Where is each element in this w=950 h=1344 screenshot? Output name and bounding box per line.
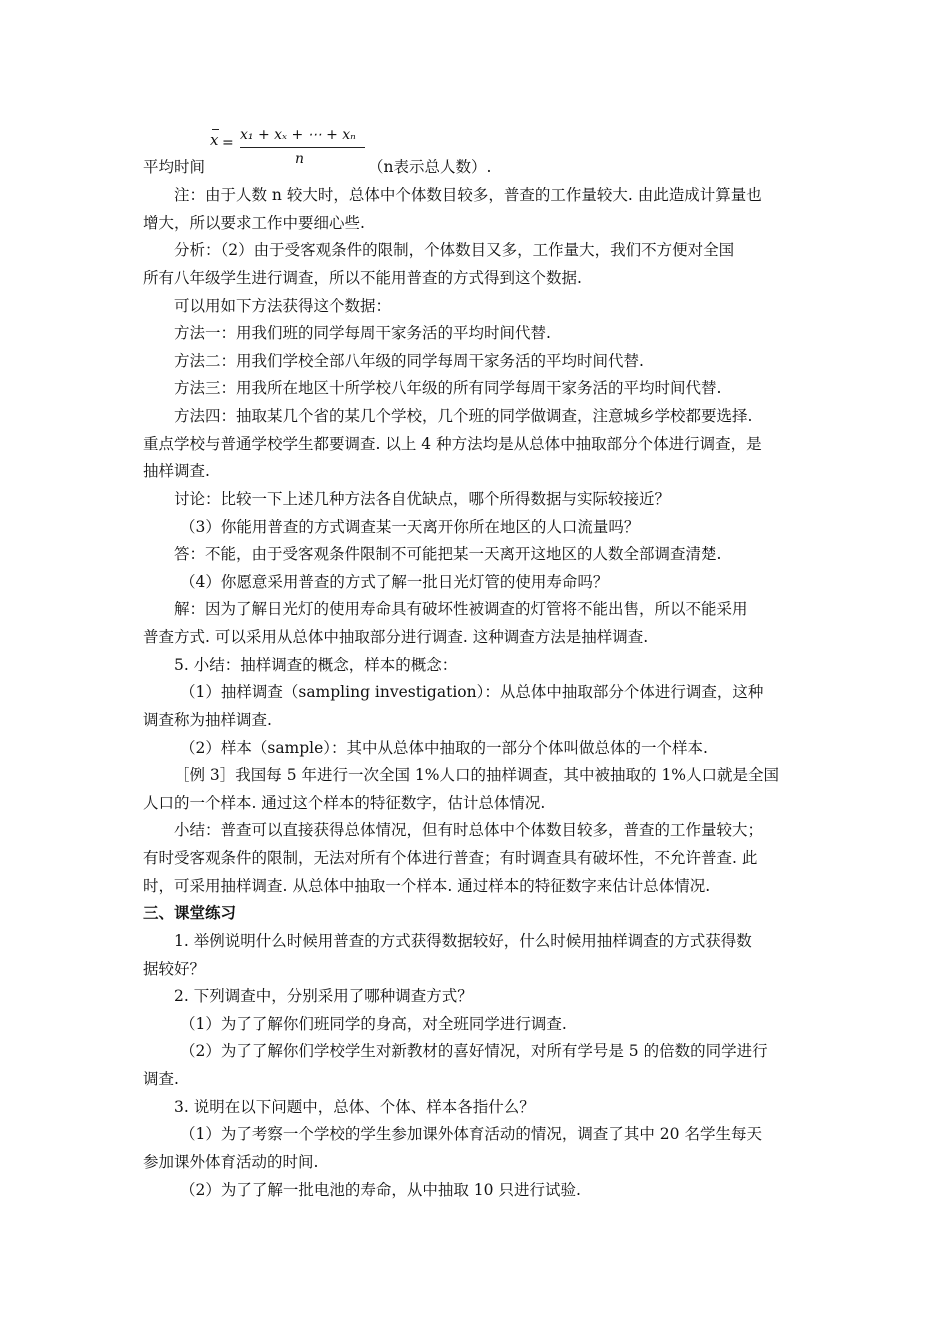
text-line: 平均时间 xyxy=(143,158,206,176)
text-line: （1）为了考察一个学校的学生参加课外体育活动的情况，调查了其中 20 名学生每天 xyxy=(180,1125,762,1143)
text-line: 时，可采用抽样调查. 从总体中抽取一个样本. 通过样本的特征数字来估计总体情况. xyxy=(143,877,711,895)
text-line: （2）样本（sample）：其中从总体中抽取的一部分个体叫做总体的一个样本. xyxy=(180,739,708,757)
fraction-bar xyxy=(240,147,365,148)
text-line: 抽样调查. xyxy=(143,462,210,480)
text-line: （2）为了了解一批电池的寿命，从中抽取 10 只进行试验. xyxy=(180,1181,581,1199)
text-line: 所有八年级学生进行调查，所以不能用普查的方式得到这个数据. xyxy=(143,269,582,287)
text-line: 据较好？ xyxy=(143,960,206,978)
formula-numerator: x₁ + xₓ + ⋯ + xₙ xyxy=(240,127,356,143)
formula-x-bar: x xyxy=(210,131,219,149)
text-line: （4）你愿意采用普查的方式了解一批日光灯管的使用寿命吗？ xyxy=(180,573,609,591)
text-line: 调查. xyxy=(143,1070,179,1088)
text-line: 小结：普查可以直接获得总体情况，但有时总体中个体数目较多，普查的工作量较大； xyxy=(174,821,764,839)
text-line: 方法一：用我们班的同学每周干家务活的平均时间代替. xyxy=(174,324,551,342)
text-line: 有时受客观条件的限制，无法对所有个体进行普查；有时调查具有破坏性，不允许普查. 此 xyxy=(143,849,758,867)
text-line: 调查称为抽样调查. xyxy=(143,711,272,729)
text-line: 1. 举例说明什么时候用普查的方式获得数据较好，什么时候用抽样调查的方式获得数 xyxy=(174,932,752,950)
text-line: 3. 说明在以下问题中，总体、个体、样本各指什么？ xyxy=(174,1098,535,1116)
text-line: 重点学校与普通学校学生都要调查. 以上 4 种方法均是从总体中抽取部分个体进行调查，是 xyxy=(143,435,762,453)
text-line: （3）你能用普查的方式调查某一天离开你所在地区的人口流量吗？ xyxy=(180,518,640,536)
text-line: 方法三：用我所在地区十所学校八年级的所有同学每周干家务活的平均时间代替. xyxy=(174,379,722,397)
text-line: 参加课外体育活动的时间. xyxy=(143,1153,319,1171)
formula-denominator: n xyxy=(295,151,305,167)
text-line: 解：因为了解日光灯的使用寿命具有破坏性被调查的灯管将不能出售，所以不能采用 xyxy=(174,600,748,618)
text-line: 方法二：用我们学校全部八年级的同学每周干家务活的平均时间代替. xyxy=(174,352,644,370)
formula-equals: = xyxy=(222,135,234,151)
text-line: 2. 下列调查中，分别采用了哪种调查方式？ xyxy=(174,987,473,1005)
text-line: 增大，所以要求工作中要细心些. xyxy=(143,214,365,232)
text-line: 注：由于人数 n 较大时，总体中个体数目较多，普查的工作量较大. 由此造成计算量也 xyxy=(174,186,762,204)
text-line: ［例 3］我国每 5 年进行一次全国 1%人口的抽样调查，其中被抽取的 1%人口就是全国 xyxy=(174,766,780,784)
text-line: 普查方式. 可以采用从总体中抽取部分进行调查. 这种调查方法是抽样调查. xyxy=(143,628,649,646)
text-line: 分析：（2）由于受客观条件的限制，个体数目又多，工作量大，我们不方便对全国 xyxy=(174,241,735,259)
text-line: 讨论：比较一下上述几种方法各自优缺点，哪个所得数据与实际较接近？ xyxy=(174,490,671,508)
text-line: （2）为了了解你们学校学生对新教材的喜好情况，对所有学号是 5 的倍数的同学进行 xyxy=(180,1042,768,1060)
text-line: （n表示总人数）. xyxy=(368,158,492,176)
text-line: 人口的一个样本. 通过这个样本的特征数字，估计总体情况. xyxy=(143,794,546,812)
text-line: 5. 小结：抽样调查的概念，样本的概念： xyxy=(174,656,458,674)
text-line: （1）抽样调查（sampling investigation）：从总体中抽取部分个体进行调查，这种 xyxy=(180,683,764,701)
text-line: 可以用如下方法获得这个数据： xyxy=(174,297,392,315)
text-line: （1）为了了解你们班同学的身高，对全班同学进行调查. xyxy=(180,1015,567,1033)
text-line: 方法四：抽取某几个省的某几个学校，几个班的同学做调查，注意城乡学校都要选择. xyxy=(174,407,753,425)
section-heading: 三、课堂练习 xyxy=(143,904,237,922)
text-line: 答：不能，由于受客观条件限制不可能把某一天离开这地区的人数全部调查清楚. xyxy=(174,545,722,563)
